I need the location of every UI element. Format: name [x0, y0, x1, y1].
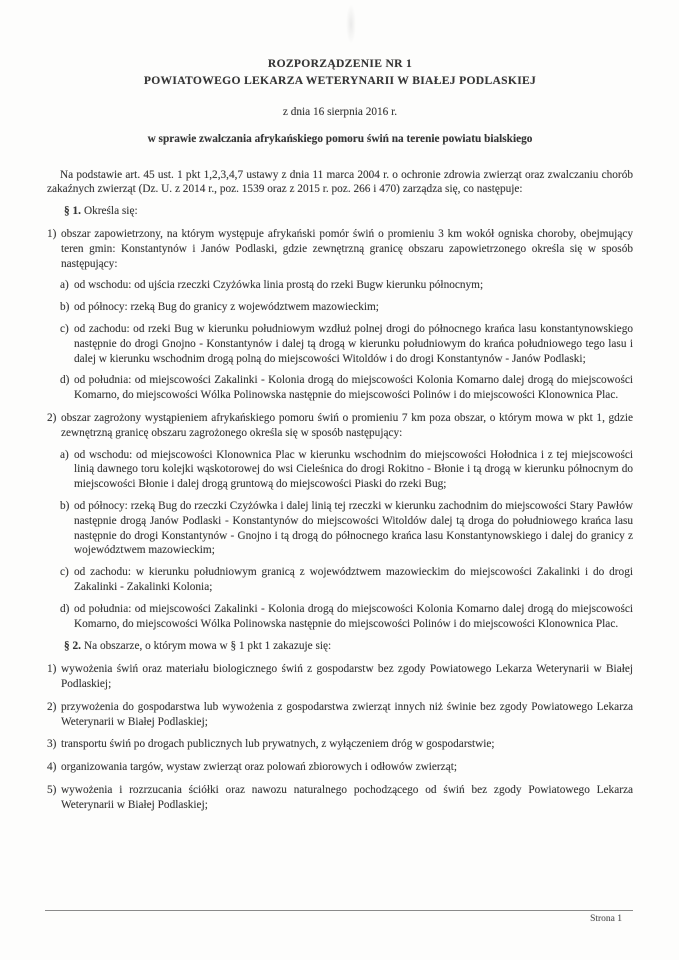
- subitem-letter: a): [60, 448, 69, 461]
- document-content: [47, 55, 633, 812]
- document-title-line2: POWIATOWEGO LEKARZA WETERYNARII W BIAŁEJ PODLASKIEJ: [143, 74, 537, 87]
- subitem-list: [60, 278, 633, 403]
- subitem-text: od południa: od miejscowości Zakalinki - Kolonia drogą do miejscowości Kolonia Komarno dalej drogą do miejscowości Komarno, do miejscowości Wólka Polinowska następnie do miejscowości Polinów i do miejscowości Klonownica Plac.: [74, 374, 633, 402]
- subitem-letter: d): [60, 602, 70, 615]
- page-number: Strona 1: [590, 914, 622, 924]
- list-item: [47, 662, 633, 692]
- item-text: wywożenia świń oraz materiału biologicznego świń z gospodarstw bez zgody Powiatowego Lekarza Weterynarii w Białej Podlaskiej;: [61, 663, 633, 690]
- list-subitem: [60, 322, 633, 366]
- list-subitem: [60, 448, 633, 492]
- item-text: organizowania targów, wystaw zwierząt oraz polowań zbiorowych i odłowów zwierząt;: [61, 761, 457, 774]
- list-item: [47, 760, 633, 775]
- item-text: transportu świń po drogach publicznych lub prywatnych, z wyłączeniem dróg w gospodarstwie;: [61, 738, 495, 751]
- list-item: [47, 227, 633, 271]
- subitem-letter: b): [60, 499, 70, 512]
- list-item: [47, 411, 633, 441]
- paragraph-1-label: § 1.: [64, 205, 81, 218]
- paragraph-2-label: § 2.: [64, 640, 81, 653]
- subitem-letter: d): [60, 374, 70, 387]
- item-number: 1): [47, 663, 57, 676]
- item-text: wywożenia i rozrzucania ściółki oraz nawozu naturalnego pochodzącego od świń bez zgody Powiatowego Lekarza Weterynarii w Białej Podlaskiej;: [61, 783, 633, 811]
- subitem-text: od wschodu: od ujścia rzeczki Czyżówka linia prostą do rzeki Bugw kierunku północnym;: [74, 279, 484, 292]
- list-item: [47, 700, 633, 730]
- paragraph-2-text: Na obszarze, o którym mowa w § 1 pkt 1 zakazuje się:: [83, 640, 332, 653]
- paragraph-1-heading: [64, 204, 633, 219]
- list-item: [47, 737, 633, 752]
- list-subitem: [60, 278, 633, 293]
- document-date: z dnia 16 sierpnia 2016 r.: [282, 106, 398, 118]
- subitem-text: od południa: od miejscowości Zakalinki - Kolonia drogą do miejscowości Kolonia Komarno dalej drogą do miejscowości Komarno, do miejscowości Wólka Polinowska następnie do miejscowości Polinów i do miejscowości Klonownica Plac.: [74, 602, 633, 630]
- item-number: 2): [47, 700, 57, 713]
- legal-basis-paragraph: Na podstawie art. 45 ust. 1 pkt 1,2,3,4,7 ustawy z dnia 11 marca 2004 r. o ochronie zdrowia zwierząt oraz zwalczaniu chorób zakaźnych zwierząt (Dz. U. z 2014 r., poz. 1539 oraz z 2015 r. poz. 266 i 470) zarządza się, co następuje:: [47, 168, 633, 196]
- subitem-text: od zachodu: od rzeki Bug w kierunku południowym wzdłuż polnej drogi do północnego krańca lasu konstantynowskiego następnie do drogi Gnojno - Konstantynów i dalej tą drogą w kierunku południowym do krańca południowego tego lasu i dalej w kierunku wschodnim drogą polną do miejscowości Witoldów i do drogi Konstantynów - Janów Podlaski;: [74, 322, 633, 365]
- subitem-letter: c): [60, 566, 69, 579]
- subitem-text: od zachodu: w kierunku południowym granicą z województwem mazowieckim do miejscowości Zakalinki i do drogi Zakalinki - Zakalinki Kolonia;: [74, 566, 633, 593]
- item-text: przywożenia do gospodarstwa lub wywożenia z gospodarstwa zwierząt innych niż świnie bez zgody Powiatowego Lekarza Weterynarii w Białej Podlaskiej;: [61, 700, 633, 728]
- subitem-text: od wschodu: od miejscowości Klonownica Plac w kierunku wschodnim do miejscowości Hołodnica i z tej miejscowości linią dawnego toru kolejki wąskotorowej do wsi Cieleśnica do drogi Rokitno - Błonie i tą drogą w kierunku północnym do miejscowości Błonie i dalej drogą gruntową do miejscowości Piaski do rzeki Bug;: [74, 448, 633, 491]
- item-number: 1): [47, 227, 57, 240]
- item-number: 2): [47, 411, 57, 424]
- item-number: 4): [47, 761, 57, 774]
- paragraph-2-heading: [64, 639, 633, 654]
- subitem-letter: b): [60, 301, 70, 314]
- list-subitem: [60, 602, 633, 632]
- document-subject: w sprawie zwalczania afrykańskiego pomoru świń na terenie powiatu bialskiego: [147, 132, 533, 145]
- subitem-letter: c): [60, 322, 69, 335]
- list-subitem: [60, 373, 633, 403]
- item-number: 5): [47, 783, 57, 796]
- list-subitem: [60, 565, 633, 595]
- subitem-letter: a): [60, 279, 69, 292]
- subitem-list: [60, 448, 633, 632]
- item-text: obszar zagrożony wystąpieniem afrykańskiego pomoru świń o promieniu 7 km poza obszar, o którym mowa w pkt 1, gdzie zewnętrzną granicę obszaru zagrożonego określa się w sposób następujący:: [61, 411, 633, 439]
- subitem-text: od północy: rzeką Bug do granicy z województwem mazowieckim;: [74, 301, 379, 314]
- list-item: [47, 783, 633, 813]
- list-subitem: [60, 499, 633, 558]
- footer-divider: [45, 910, 633, 911]
- document-title-line1: ROZPORZĄDZENIE NR 1: [267, 57, 413, 70]
- scan-artifact: [346, 4, 356, 44]
- item-text: obszar zapowietrzony, na którym występuje afrykański pomór świń o promieniu 3 km wokół ogniska choroby, obejmujący teren gmin: Konstantynów i Janów Podlaski, gdzie zewnętrzną granicę obszaru zapowietrzonego określa się w sposób następujący:: [61, 227, 633, 270]
- subitem-text: od północy: rzeką Bug do rzeczki Czyżówka i dalej linią tej rzeczki w kierunku zachodnim do miejscowości Stary Pawłów następnie drogą Janów Podlaski - Konstantynów do miejscowości Witoldów dalej tą droga do południowego krańca lasu następnie do drogi Konstantynów - Gnojno i tą drogą do północnego krańca lasu Konstantynowskiego i dalej do granicy z województwem mazowieckim;: [74, 499, 633, 557]
- paragraph-1-text: Określa się:: [83, 205, 138, 218]
- item-number: 3): [47, 738, 57, 751]
- list-subitem: [60, 300, 633, 315]
